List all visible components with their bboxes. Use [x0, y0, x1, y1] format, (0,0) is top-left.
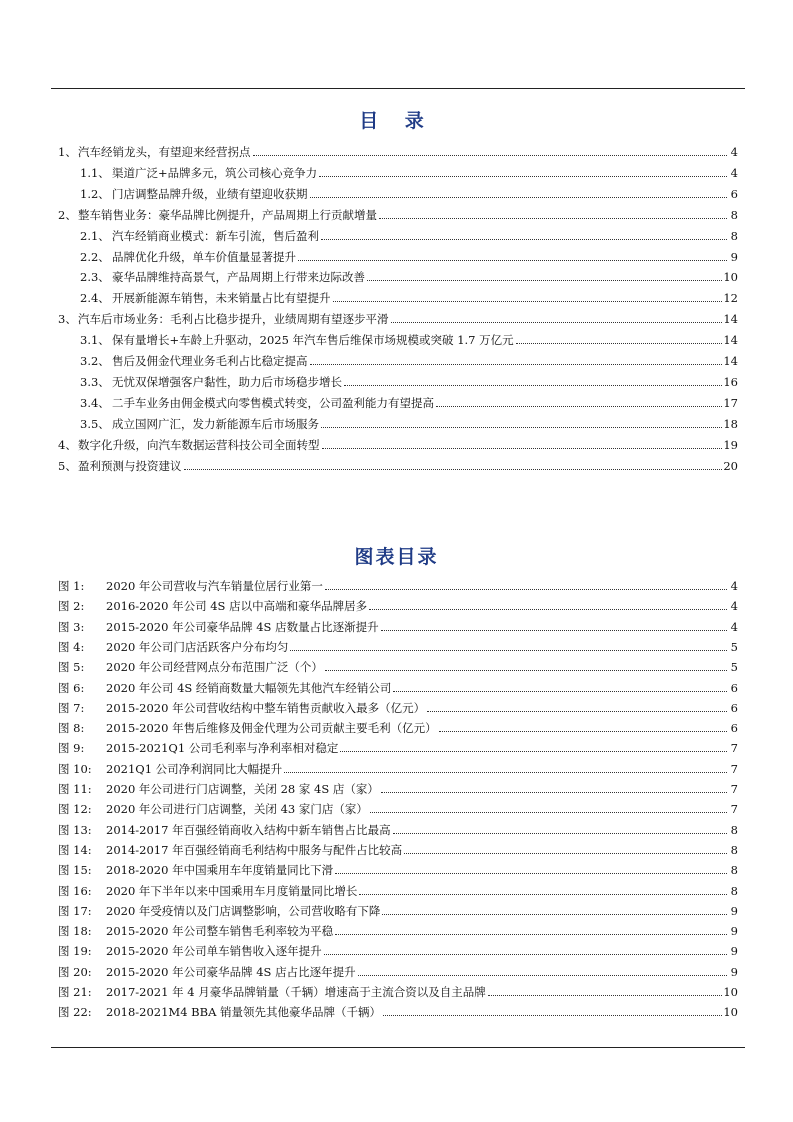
entry-number: 图 21:	[58, 985, 92, 999]
entry-number: 2.4、	[80, 291, 110, 305]
entry-page-number: 7	[730, 802, 738, 816]
figure-entry[interactable]	[58, 863, 738, 877]
dot-leader	[488, 995, 723, 996]
entry-number: 图 9:	[58, 741, 85, 755]
dot-leader	[370, 812, 727, 813]
entry-number: 2.2、	[80, 250, 110, 264]
toc-entry[interactable]	[80, 396, 738, 410]
dot-leader	[325, 589, 727, 590]
entry-page-number: 10	[723, 1005, 738, 1019]
entry-number: 1、	[58, 145, 77, 159]
entry-number: 图 6:	[58, 681, 85, 695]
entry-number: 图 8:	[58, 721, 85, 735]
entry-number: 2.1、	[80, 229, 110, 243]
dot-leader	[383, 1015, 722, 1016]
dot-leader	[298, 260, 727, 261]
entry-title: 数字化升级，向汽车数据运营科技公司全面转型	[78, 438, 320, 452]
entry-number: 1.2、	[80, 187, 110, 201]
entry-title: 2020 年公司进行门店调整，关闭 28 家 4S 店（家）	[106, 782, 379, 796]
figure-entry[interactable]	[58, 681, 738, 695]
entry-number: 图 2:	[58, 599, 85, 613]
figure-entry[interactable]	[58, 741, 738, 755]
entry-number: 图 22:	[58, 1005, 92, 1019]
entry-number: 2.3、	[80, 270, 110, 284]
entry-page-number: 7	[730, 782, 738, 796]
toc-entry[interactable]	[58, 208, 738, 222]
dot-leader	[369, 609, 727, 610]
entry-page-number: 4	[730, 579, 738, 593]
entry-page-number: 6	[730, 721, 738, 735]
entry-page-number: 8	[730, 823, 738, 837]
entry-title: 开展新能源车销售，未来销量占比有望提升	[112, 291, 331, 305]
entry-title: 售后及佣金代理业务毛利占比稳定提高	[112, 354, 308, 368]
entry-title: 2018-2021M4 BBA 销量领先其他豪华品牌（千辆）	[106, 1005, 382, 1019]
figure-entry[interactable]	[58, 802, 738, 816]
entry-title: 2021Q1 公司净利润同比大幅提升	[106, 762, 283, 776]
entry-title: 汽车经销商业模式：新车引流，售后盈利	[112, 229, 319, 243]
figure-entry[interactable]	[58, 924, 738, 938]
toc-entry[interactable]	[58, 145, 738, 159]
dot-leader	[325, 670, 727, 671]
entry-number: 4、	[58, 438, 77, 452]
entry-number: 图 5:	[58, 660, 85, 674]
entry-number: 图 15:	[58, 863, 92, 877]
entry-title: 保有量增长+车龄上升驱动，2025 年汽车售后维保市场规模或突破 1.7 万亿元	[112, 333, 514, 347]
entry-number: 图 11:	[58, 782, 92, 796]
entry-page-number: 18	[723, 417, 738, 431]
entry-page-number: 9	[730, 965, 738, 979]
dot-leader	[322, 448, 723, 449]
dot-leader	[333, 301, 723, 302]
figure-entry[interactable]	[58, 782, 738, 796]
entry-title: 汽车经销龙头，有望迎来经营拐点	[78, 145, 251, 159]
entry-page-number: 9	[730, 924, 738, 938]
toc-entry[interactable]	[80, 187, 738, 201]
entry-number: 3.1、	[80, 333, 110, 347]
entry-page-number: 4	[730, 166, 738, 180]
entry-page-number: 8	[730, 884, 738, 898]
figure-entry[interactable]	[58, 579, 738, 593]
entry-title: 汽车后市场业务：毛利占比稳步提升，业绩周期有望逐步平滑	[78, 312, 389, 326]
entry-page-number: 14	[723, 333, 738, 347]
entry-title: 门店调整品牌升级，业绩有望迎收获期	[112, 187, 308, 201]
entry-page-number: 4	[730, 145, 738, 159]
entry-title: 2015-2021Q1 公司毛利率与净利率相对稳定	[106, 741, 339, 755]
entry-title: 2020 年公司经营网点分布范围广泛（个）	[106, 660, 323, 674]
dot-leader	[359, 894, 727, 895]
bottom-rule	[51, 1047, 745, 1048]
entry-number: 2、	[58, 208, 77, 222]
dot-leader	[319, 176, 727, 177]
dot-leader	[367, 280, 722, 281]
entry-page-number: 10	[723, 985, 738, 999]
entry-title: 2015-2020 年公司豪华品牌 4S 店占比逐年提升	[106, 965, 356, 979]
entry-number: 图 3:	[58, 620, 85, 634]
dot-leader	[404, 853, 727, 854]
entry-number: 图 10:	[58, 762, 92, 776]
toc-entry[interactable]	[80, 270, 738, 284]
toc-entry[interactable]	[80, 375, 738, 389]
entry-title: 2017-2021 年 4 月豪华品牌销量（千辆）增速高于主流合资以及自主品牌	[106, 985, 486, 999]
dot-leader	[358, 975, 727, 976]
toc-entry[interactable]	[58, 312, 738, 326]
dot-leader	[381, 630, 727, 631]
entry-page-number: 6	[730, 681, 738, 695]
entry-title: 豪华品牌维持高景气，产品周期上行带来边际改善	[112, 270, 365, 284]
dot-leader	[427, 711, 727, 712]
dot-leader	[335, 934, 727, 935]
toc-entry[interactable]	[80, 166, 738, 180]
entry-number: 图 14:	[58, 843, 92, 857]
entry-number: 1.1、	[80, 166, 110, 180]
dot-leader	[310, 197, 728, 198]
figure-entry[interactable]	[58, 985, 738, 999]
dot-leader	[184, 469, 723, 470]
dot-leader	[393, 833, 727, 834]
entry-page-number: 8	[730, 843, 738, 857]
entry-page-number: 19	[723, 438, 738, 452]
dot-leader	[253, 155, 728, 156]
dot-leader	[382, 914, 727, 915]
toc-entry[interactable]	[58, 459, 738, 473]
entry-title: 品牌优化升级，单车价值量显著提升	[112, 250, 296, 264]
entry-number: 图 1:	[58, 579, 85, 593]
entry-number: 3.4、	[80, 396, 110, 410]
figure-entry[interactable]	[58, 701, 738, 715]
toc-entry[interactable]	[80, 354, 738, 368]
entry-page-number: 6	[730, 701, 738, 715]
entry-number: 3.5、	[80, 417, 110, 431]
figure-entry[interactable]	[58, 823, 738, 837]
toc-heading: 目 录	[359, 110, 434, 132]
entry-title: 整车销售业务：豪华品牌比例提升，产品周期上行贡献增量	[78, 208, 377, 222]
entry-title: 2015-2020 年公司营收结构中整车销售贡献收入最多（亿元）	[106, 701, 426, 715]
entry-page-number: 9	[730, 904, 738, 918]
entry-title: 2014-2017 年百强经销商收入结构中新车销售占比最高	[106, 823, 391, 837]
dot-leader	[381, 792, 727, 793]
entry-title: 2015-2020 年公司豪华品牌 4S 店数量占比逐渐提升	[106, 620, 379, 634]
entry-page-number: 14	[723, 354, 738, 368]
figure-entry[interactable]	[58, 904, 738, 918]
entry-number: 图 12:	[58, 802, 92, 816]
figure-entry[interactable]	[58, 620, 738, 634]
dot-leader	[290, 650, 727, 651]
dot-leader	[324, 954, 727, 955]
figure-entry[interactable]	[58, 640, 738, 654]
entry-title: 2018-2020 年中国乘用车年度销量同比下滑	[106, 863, 334, 877]
entry-title: 成立国网广汇，发力新能源车后市场服务	[112, 417, 319, 431]
dot-leader	[439, 731, 727, 732]
entry-number: 图 4:	[58, 640, 85, 654]
entry-title: 2020 年公司营收与汽车销量位居行业第一	[106, 579, 323, 593]
entry-page-number: 7	[730, 762, 738, 776]
entry-number: 图 7:	[58, 701, 85, 715]
entry-title: 二手车业务由佣金模式向零售模式转变，公司盈利能力有望提高	[112, 396, 434, 410]
dot-leader	[340, 751, 727, 752]
toc-entry[interactable]	[80, 250, 738, 264]
entry-title: 渠道广泛+品牌多元，筑公司核心竞争力	[112, 166, 318, 180]
dot-leader	[321, 239, 727, 240]
figure-entry[interactable]	[58, 965, 738, 979]
dot-leader	[436, 406, 722, 407]
figure-entry[interactable]	[58, 599, 738, 613]
figure-entry[interactable]	[58, 762, 738, 776]
figure-entry[interactable]	[58, 843, 738, 857]
entry-number: 图 13:	[58, 823, 92, 837]
entry-number: 图 19:	[58, 944, 92, 958]
entry-title: 2020 年公司 4S 经销商数量大幅领先其他汽车经销公司	[106, 681, 392, 695]
entry-title: 2015-2020 年售后维修及佣金代理为公司贡献主要毛利（亿元）	[106, 721, 437, 735]
entry-title: 2015-2020 年公司单车销售收入逐年提升	[106, 944, 322, 958]
entry-page-number: 8	[730, 229, 738, 243]
entry-page-number: 20	[723, 459, 738, 473]
entry-number: 3、	[58, 312, 77, 326]
entry-number: 图 20:	[58, 965, 92, 979]
entry-title: 盈利预测与投资建议	[78, 459, 182, 473]
figure-entry[interactable]	[58, 721, 738, 735]
entry-number: 图 16:	[58, 884, 92, 898]
dot-leader	[310, 364, 723, 365]
entry-title: 2016-2020 年公司 4S 店以中高端和豪华品牌居多	[106, 599, 368, 613]
entry-title: 2020 年受疫情以及门店调整影响，公司营收略有下降	[106, 904, 381, 918]
toc-entry[interactable]	[58, 438, 738, 452]
figure-entry[interactable]	[58, 884, 738, 898]
entry-number: 3.2、	[80, 354, 110, 368]
top-rule	[51, 88, 745, 89]
entry-title: 2015-2020 年公司整车销售毛利率较为平稳	[106, 924, 334, 938]
dot-leader	[379, 218, 727, 219]
entry-title: 2014-2017 年百强经销商毛利结构中服务与配件占比较高	[106, 843, 403, 857]
entry-page-number: 12	[723, 291, 738, 305]
entry-page-number: 10	[723, 270, 738, 284]
entry-number: 图 18:	[58, 924, 92, 938]
dot-leader	[335, 873, 727, 874]
entry-title: 2020 年公司进行门店调整，关闭 43 家门店（家）	[106, 802, 368, 816]
entry-page-number: 8	[730, 863, 738, 877]
entry-page-number: 9	[730, 944, 738, 958]
figure-entry[interactable]	[58, 944, 738, 958]
entry-number: 3.3、	[80, 375, 110, 389]
figures-heading: 图表目录	[354, 546, 439, 568]
toc-entry[interactable]	[80, 417, 738, 431]
entry-page-number: 6	[730, 187, 738, 201]
entry-page-number: 16	[723, 375, 738, 389]
entry-page-number: 4	[730, 599, 738, 613]
dot-leader	[391, 322, 723, 323]
dot-leader	[284, 772, 727, 773]
entry-page-number: 4	[730, 620, 738, 634]
entry-title: 2020 年下半年以来中国乘用车月度销量同比增长	[106, 884, 358, 898]
entry-page-number: 8	[730, 208, 738, 222]
figure-entry[interactable]	[58, 660, 738, 674]
entry-page-number: 7	[730, 741, 738, 755]
dot-leader	[516, 343, 723, 344]
dot-leader	[321, 427, 722, 428]
entry-page-number: 9	[730, 250, 738, 264]
dot-leader	[344, 385, 722, 386]
entry-page-number: 17	[723, 396, 738, 410]
entry-page-number: 14	[723, 312, 738, 326]
entry-title: 无忧双保增强客户黏性，助力后市场稳步增长	[112, 375, 342, 389]
dot-leader	[393, 691, 727, 692]
toc-entry[interactable]	[80, 229, 738, 243]
entry-title: 2020 年公司门店活跃客户分布均匀	[106, 640, 289, 654]
toc-entry[interactable]	[80, 291, 738, 305]
toc-entry[interactable]	[80, 333, 738, 347]
figure-entry[interactable]	[58, 1005, 738, 1019]
entry-number: 图 17:	[58, 904, 92, 918]
entry-page-number: 5	[730, 660, 738, 674]
entry-number: 5、	[58, 459, 77, 473]
entry-page-number: 5	[730, 640, 738, 654]
